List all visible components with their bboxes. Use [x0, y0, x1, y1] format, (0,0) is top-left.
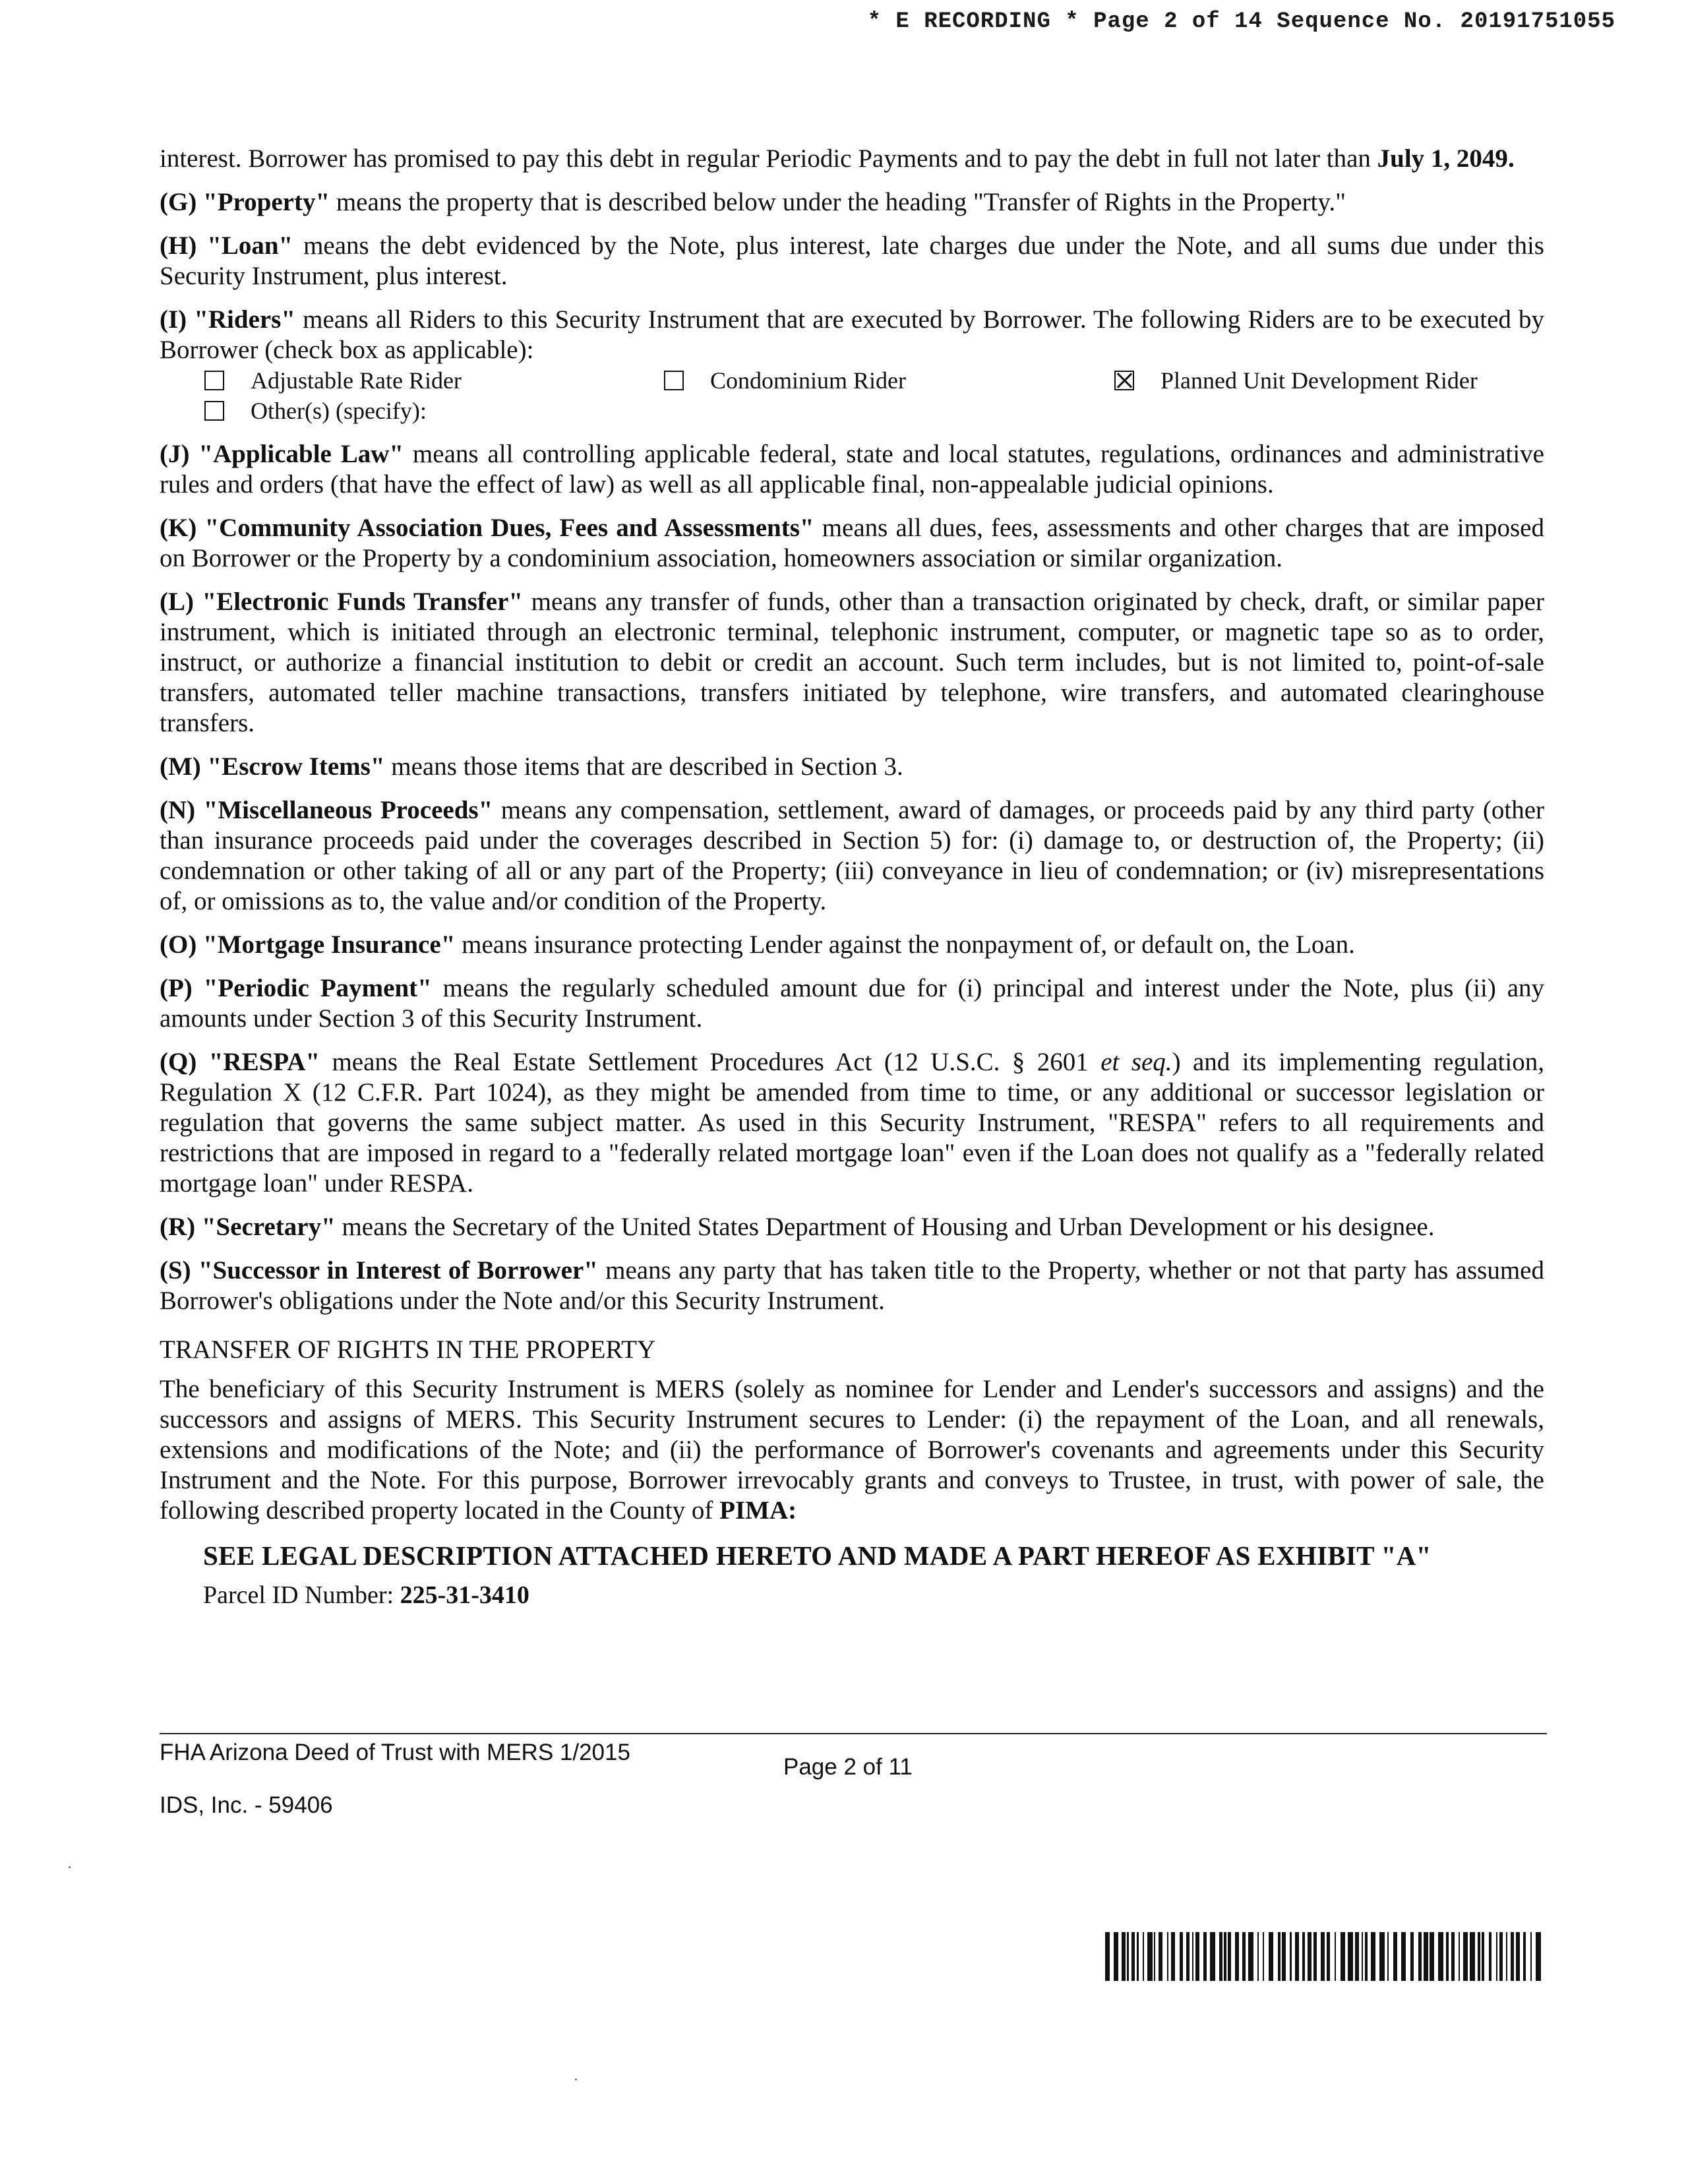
barcode-bar — [1224, 1932, 1226, 1981]
document-body — [160, 144, 1544, 1610]
barcode-bar — [1127, 1932, 1129, 1981]
definition-term: (N) "Miscellaneous Proceeds" — [160, 796, 493, 824]
rider-planned-unit-development[interactable] — [1114, 365, 1478, 396]
barcode-bar — [1387, 1932, 1389, 1981]
definition-text: means insurance protecting Lender against the nonpayment of, or default on, the Loan. — [455, 930, 1355, 959]
barcode-bar — [1180, 1932, 1183, 1981]
barcode-bar — [1105, 1932, 1110, 1981]
checkbox-unchecked-icon[interactable] — [204, 371, 224, 390]
barcode-bar — [1171, 1932, 1175, 1981]
barcode-bar — [1516, 1932, 1520, 1981]
definition-term: (K) "Community Association Dues, Fees and Assessments" — [160, 514, 814, 542]
barcode-bar — [1410, 1932, 1414, 1981]
barcode-bar — [1430, 1932, 1434, 1981]
barcode-bar — [1401, 1932, 1406, 1981]
definition-i — [160, 305, 1544, 365]
riders-row-1 — [160, 365, 1544, 396]
definition-text: ) and its implementing regulation, Regulation X (12 C.F.R. Part 1024), as they might be amended from time to time, or any additional or successor legislation or regulation that governs the same subject matter. As used in this Security Instrument, "RESPA" refers to all requirements and restrictions that are imposed in regard to a "federally related mortgage loan" even if the Loan does not qualify as a "federally related mortgage loan" under RESPA. — [160, 1048, 1544, 1198]
parcel-id — [203, 1580, 1544, 1610]
barcode-bar — [1263, 1932, 1264, 1981]
barcode-bar — [1393, 1932, 1397, 1981]
definition-term: (O) "Mortgage Insurance" — [160, 930, 456, 959]
transfer-end: : — [788, 1496, 797, 1525]
page-number: Page 2 of 11 — [783, 1754, 913, 1780]
definition-text: means the property that is described below under the heading "Transfer of Rights in the Property." — [330, 188, 1346, 216]
form-name: FHA Arizona Deed of Trust with MERS 1/2015 — [160, 1740, 630, 1765]
definition-term: (J) "Applicable Law" — [160, 440, 404, 468]
barcode-bar — [1186, 1932, 1190, 1981]
definition-term: (Q) "RESPA" — [160, 1048, 320, 1076]
definition-k — [160, 513, 1544, 574]
et-seq-text: et seq. — [1100, 1048, 1172, 1076]
definition-text: means any compensation, settlement, award of damages, or proceeds paid by any third party (other than insurance proceeds paid under the coverages described in Section 5) for: (i) damage to, or destruction of, the Property; (ii) condemnation or other taking of all or any part of the Property; (iii) conveyance in lieu of condemnation; or (iv) misrepresentations of, or omissions as to, the value and/or condition of the Property. — [160, 796, 1545, 915]
definition-text: means all controlling applicable federal, state and local statutes, regulations, ordinances and administrative rules and orders (that have the effect of law) as well as all applicable final, non-appealable judicial opinions. — [160, 440, 1544, 499]
barcode-bar — [1295, 1932, 1299, 1981]
rider-label: Planned Unit Development Rider — [1160, 367, 1478, 394]
definition-n — [160, 795, 1544, 917]
intro-end: . — [1507, 144, 1515, 173]
barcode-bar — [1371, 1932, 1375, 1981]
definition-r — [160, 1212, 1544, 1242]
barcode-bar — [1114, 1932, 1118, 1981]
barcode-bar — [1327, 1932, 1330, 1981]
definition-term: (H) "Loan" — [160, 231, 293, 260]
barcode-bar — [1451, 1932, 1455, 1981]
barcode-bar — [1523, 1932, 1526, 1981]
definition-j — [160, 439, 1544, 500]
riders-row-2 — [160, 396, 1544, 426]
parcel-number: 225-31-3410 — [400, 1581, 529, 1609]
barcode-bar — [1210, 1932, 1215, 1981]
barcode-bar — [1499, 1932, 1503, 1981]
barcode-bar — [1228, 1932, 1231, 1981]
recording-header: * E RECORDING * Page 2 of 14 Sequence No. 20191751055 — [867, 9, 1615, 34]
vendor-id: IDS, Inc. - 59406 — [160, 1792, 333, 1818]
barcode-bar — [1355, 1932, 1359, 1981]
barcode-bar — [1278, 1932, 1281, 1981]
definition-term: (M) "Escrow Items" — [160, 752, 385, 781]
county-name: PIMA — [719, 1496, 789, 1525]
barcode — [1105, 1932, 1548, 1981]
legal-description-notice: SEE LEGAL DESCRIPTION ATTACHED HERETO AND MADE A PART HEREOF AS EXHIBIT "A" — [203, 1540, 1432, 1571]
barcode-bar — [1341, 1932, 1345, 1981]
barcode-bar — [1348, 1932, 1353, 1981]
definition-text: means all dues, fees, assessments and other charges that are imposed on Borrower or the Property by a condominium association, homeowners association or similar organization. — [160, 514, 1544, 572]
barcode-bar — [1122, 1932, 1126, 1981]
rider-label: Other(s) (specify): — [251, 398, 427, 424]
barcode-bar — [1302, 1932, 1305, 1981]
barcode-bar — [1242, 1932, 1246, 1981]
barcode-bar — [1482, 1932, 1484, 1981]
scan-speck — [69, 1866, 71, 1868]
barcode-bar — [1137, 1932, 1139, 1981]
rider-adjustable-rate[interactable] — [204, 365, 462, 396]
definition-g — [160, 187, 1544, 218]
barcode-bar — [1167, 1932, 1168, 1981]
scan-speck — [575, 2078, 577, 2080]
barcode-bar — [1154, 1932, 1155, 1981]
barcode-bar — [1290, 1932, 1292, 1981]
barcode-bar — [1192, 1932, 1193, 1981]
rider-other[interactable] — [204, 396, 427, 426]
footer-divider — [160, 1733, 1547, 1734]
barcode-bar — [1506, 1932, 1507, 1981]
barcode-bar — [1159, 1932, 1162, 1981]
checkbox-unchecked-icon[interactable] — [204, 401, 224, 421]
riders-checklist — [160, 365, 1544, 426]
definition-l — [160, 587, 1544, 739]
definition-term: (S) "Successor in Interest of Borrower" — [160, 1256, 598, 1285]
barcode-bar — [1536, 1932, 1541, 1981]
definition-text: means those items that are described in Section 3. — [384, 752, 903, 781]
definition-text: means the debt evidenced by the Note, plus interest, late charges due under the Note, and all sums due under this Security Instrument, plus interest. — [160, 231, 1544, 290]
barcode-bar — [1463, 1932, 1468, 1981]
barcode-bar — [1478, 1932, 1480, 1981]
barcode-bar — [1235, 1932, 1239, 1981]
definition-text: means any transfer of funds, other than a transaction originated by check, draft, or similar paper instrument, which is initiated through an electronic terminal, telephonic instrument, computer, or magnetic tape so as to order, instruct, or authorize a financial institution to debit or credit an account. Such term includes, but is not limited to, point-of-sale transfers, automated teller machine transactions, transfers initiated by telephone, wire transfers, and automated clearinghouse transfers. — [160, 588, 1544, 737]
definition-term: (G) "Property" — [160, 188, 330, 216]
barcode-bar — [1248, 1932, 1253, 1981]
rider-condominium[interactable] — [664, 365, 906, 396]
definition-term: (L) "Electronic Funds Transfer" — [160, 588, 524, 616]
barcode-bar — [1530, 1932, 1532, 1981]
definition-q — [160, 1047, 1544, 1199]
barcode-bar — [1313, 1932, 1317, 1981]
barcode-bar — [1438, 1932, 1443, 1981]
definition-term: (P) "Periodic Payment" — [160, 974, 432, 1002]
maturity-date: July 1, 2049 — [1377, 144, 1508, 173]
barcode-bar — [1203, 1932, 1207, 1981]
barcode-bar — [1195, 1932, 1199, 1981]
barcode-bar — [1489, 1932, 1492, 1981]
barcode-bar — [1362, 1932, 1363, 1981]
barcode-bar — [1321, 1932, 1325, 1981]
barcode-bar — [1219, 1932, 1222, 1981]
checkbox-checked-icon[interactable] — [1114, 371, 1134, 390]
intro-paragraph — [160, 144, 1544, 174]
checkbox-unchecked-icon[interactable] — [664, 371, 684, 390]
definition-term: (I) "Riders" — [160, 305, 296, 334]
definition-text: means the Real Estate Settlement Procedures Act (12 U.S.C. § 2601 — [320, 1048, 1101, 1076]
barcode-bar — [1282, 1932, 1286, 1981]
definition-text: means the Secretary of the United States Department of Housing and Urban Development or his designee. — [335, 1213, 1435, 1241]
barcode-bar — [1257, 1932, 1259, 1981]
intro-text: interest. Borrower has promised to pay this debt in regular Periodic Payments and to pay the debt in full not later than — [160, 144, 1377, 173]
barcode-bar — [1418, 1932, 1422, 1981]
rider-label: Adjustable Rate Rider — [251, 367, 462, 394]
definition-text: means all Riders to this Security Instrument that are executed by Borrower. The following Riders are to be executed by Borrower (check box as applicable): — [160, 305, 1544, 364]
barcode-bar — [1365, 1932, 1368, 1981]
definition-p — [160, 973, 1544, 1034]
barcode-bar — [1335, 1932, 1336, 1981]
parcel-label: Parcel ID Number: — [203, 1581, 400, 1609]
definition-term: (R) "Secretary" — [160, 1213, 336, 1241]
transfer-heading: TRANSFER OF RIGHTS IN THE PROPERTY — [160, 1335, 656, 1364]
barcode-bar — [1143, 1932, 1144, 1981]
barcode-bar — [1269, 1932, 1273, 1981]
barcode-bar — [1470, 1932, 1475, 1981]
barcode-bar — [1424, 1932, 1428, 1981]
barcode-bar — [1308, 1932, 1311, 1981]
definition-text: means any party that has taken title to the Property, whether or not that party has assumed Borrower's obligations under the Note and/or this Security Instrument. — [160, 1256, 1544, 1315]
definition-s — [160, 1256, 1544, 1316]
transfer-paragraph — [160, 1374, 1544, 1526]
definition-m — [160, 752, 1544, 782]
definition-text: means the regularly scheduled amount due for (i) principal and interest under the Note, plus (ii) any amounts under Section 3 of this Security Instrument. — [160, 974, 1545, 1033]
barcode-bar — [1446, 1932, 1449, 1981]
footer-left — [160, 1738, 630, 1820]
barcode-bar — [1131, 1932, 1135, 1981]
definition-o — [160, 930, 1544, 960]
barcode-bar — [1379, 1932, 1385, 1981]
transfer-text: The beneficiary of this Security Instrument is MERS (solely as nominee for Lender and Lender's successors and assigns) and the successors and assigns of MERS. This Security Instrument secures to Lender: (i) the repayment of the Loan, and all renewals, extensions and modifications of the Note; and (ii) the performance of Borrower's covenants and agreements under this Security Instrument and the Note. For this purpose, Borrower irrevocably grants and conveys to Trustee, in trust, with power of sale, the following described property located in the County of — [160, 1375, 1544, 1525]
definition-h — [160, 231, 1544, 291]
barcode-bar — [1496, 1932, 1497, 1981]
barcode-bar — [1147, 1932, 1153, 1981]
barcode-bar — [1511, 1932, 1514, 1981]
barcode-bar — [1459, 1932, 1460, 1981]
rider-label: Condominium Rider — [710, 367, 906, 394]
